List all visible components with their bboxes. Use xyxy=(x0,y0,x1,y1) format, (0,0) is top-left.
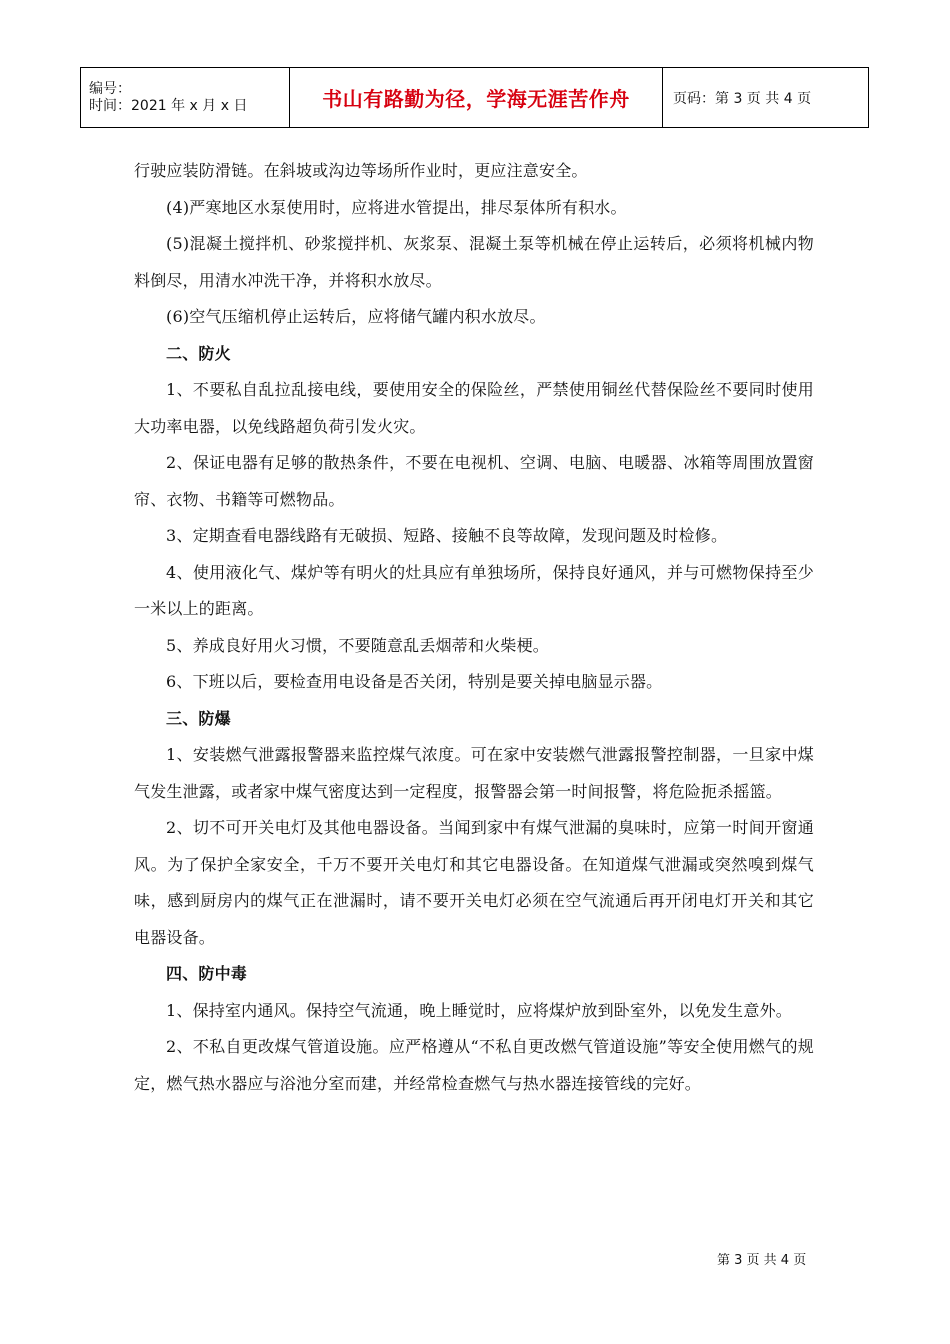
document-body xyxy=(134,153,814,1102)
paragraph: (5)混凝土搅拌机、砂浆搅拌机、灰浆泵、混凝土泵等机械在停止运转后，必须将机械内物料倒尽，用清水冲洗干净，并将积水放尽。 xyxy=(134,234,814,290)
header-page-label: 页码：第 3 页 共 4 页 xyxy=(663,68,869,128)
section-heading-fire: 二、防火 xyxy=(166,343,231,363)
paragraph: 2、保证电器有足够的散热条件，不要在电视机、空调、电脑、电暖器、冰箱等周围放置窗帘、衣物、书籍等可燃物品。 xyxy=(134,453,814,509)
header-meta-cell xyxy=(81,68,290,128)
paragraph: 4、使用液化气、煤炉等有明火的灶具应有单独场所，保持良好通风，并与可燃物保持至少一米以上的距离。 xyxy=(134,562,814,618)
paragraph: 1、保持室内通风。保持空气流通，晚上睡觉时，应将煤炉放到卧室外，以免发生意外。 xyxy=(166,1000,792,1020)
section-heading-poisoning: 四、防中毒 xyxy=(166,964,248,983)
paragraph: (6)空气压缩机停止运转后，应将储气罐内积水放尽。 xyxy=(166,307,546,326)
paragraph: 2、切不可开关电灯及其他电器设备。当闻到家中有煤气泄漏的臭味时，应第一时间开窗通风。为了保护全家安全，千万不要开关电灯和其它电器设备。在知道煤气泄漏或突然嗅到煤气味，感到厨房内的煤气正在泄漏时，请不要开关电灯必须在空气流通后再开闭电灯开关和其它电器设备。 xyxy=(134,818,814,947)
document-date-label: 时间：2021 年 x 月 x 日 xyxy=(89,97,248,114)
header-table xyxy=(80,67,869,128)
paragraph: 2、不私自更改煤气管道设施。应严格遵从“不私自更改燃气管道设施”等安全使用燃气的规定，燃气热水器应与浴池分室而建，并经常检查燃气与热水器连接管线的完好。 xyxy=(134,1037,814,1093)
paragraph: 5、养成良好用火习惯，不要随意乱丢烟蒂和火柴梗。 xyxy=(166,635,549,655)
paragraph: 6、下班以后，要检查用电设备是否关闭，特别是要关掉电脑显示器。 xyxy=(166,672,663,691)
paragraph: (4)严寒地区水泵使用时，应将进水管提出，排尽泵体所有积水。 xyxy=(166,197,627,217)
paragraph: 1、不要私自乱拉乱接电线，要使用安全的保险丝，严禁使用铜丝代替保险丝不要同时使用大功率电器，以免线路超负荷引发火灾。 xyxy=(134,380,814,436)
section-heading-explosion: 三、防爆 xyxy=(166,708,231,728)
paragraph: 3、定期查看电器线路有无破损、短路、接触不良等故障，发现问题及时检修。 xyxy=(166,526,728,545)
paragraph: 行驶应装防滑链。在斜坡或沟边等场所作业时，更应注意安全。 xyxy=(134,161,588,180)
document-number-label: 编号： xyxy=(89,80,131,97)
paragraph: 1、安装燃气泄露报警器来监控煤气浓度。可在家中安装燃气泄露报警控制器，一旦家中煤气发生泄露，或者家中煤气密度达到一定程度，报警器会第一时间报警，将危险扼杀摇篮。 xyxy=(134,745,814,801)
footer-page-number: 第 3 页 共 4 页 xyxy=(717,1253,807,1268)
header-motto: 书山有路勤为径，学海无涯苦作舟 xyxy=(290,68,663,128)
